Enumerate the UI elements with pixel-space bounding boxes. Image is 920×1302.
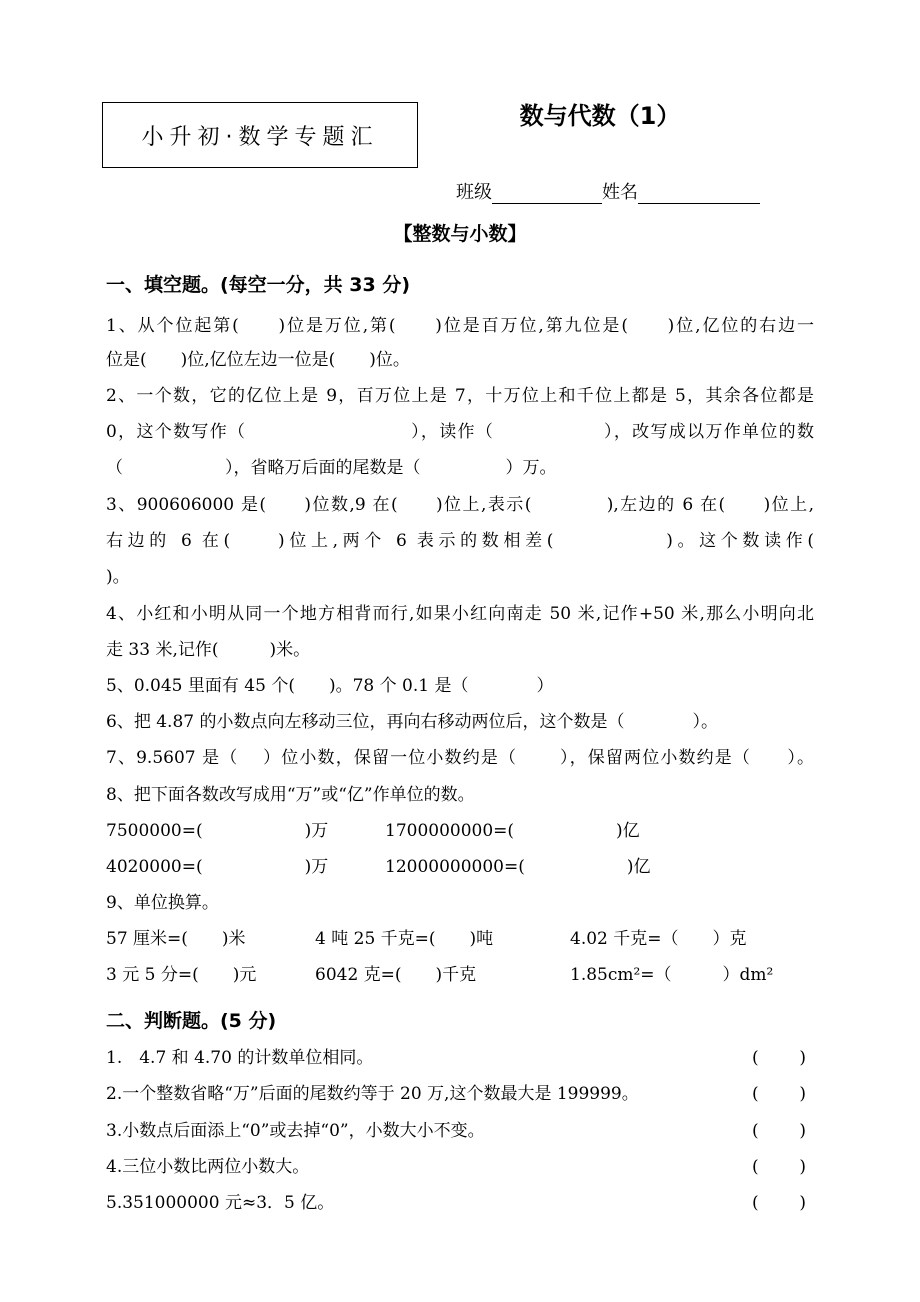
q8-item: 1700000000=( )亿 [385, 821, 640, 841]
page-title: 数与代数（1） [519, 102, 681, 130]
answer-parens[interactable]: ( ) [752, 1193, 806, 1213]
section2-heading: 二、判断题。(5 分) [106, 1010, 277, 1032]
q1-line2: 位是( )位,亿位左边一位是( )位。 [106, 350, 410, 370]
q4-line1: 4、小红和小明从同一个地方相背而行,如果小红向南走 50 米,记作+50 米,那么小明向北 [106, 604, 814, 624]
topic-heading: 【整数与小数】 [393, 223, 527, 245]
q8-item: 4020000=( )万 [106, 857, 329, 877]
judge-item: 3.小数点后面添上“0”或去掉“0”，小数大小不变。 [106, 1121, 485, 1141]
class-field[interactable] [492, 183, 602, 204]
q4-line2: 走 33 米,记作( )米。 [106, 640, 311, 660]
q5-line: 5、0.045 里面有 45 个( )。78 个 0.1 是（ ） [106, 676, 554, 696]
q6-line: 6、把 4.87 的小数点向左移动三位，再向右移动两位后，这个数是（ ）。 [106, 712, 718, 732]
q2-line3: （ ），省略万后面的尾数是（ ）万。 [106, 458, 557, 478]
q9-item: 3 元 5 分=( )元 [106, 965, 257, 985]
brand-box [102, 102, 418, 168]
answer-parens[interactable]: ( ) [752, 1084, 806, 1104]
answer-parens[interactable]: ( ) [752, 1157, 806, 1177]
judge-item: 2.一个整数省略“万”后面的尾数约等于 20 万,这个数最大是 199999。 [106, 1084, 639, 1104]
answer-parens[interactable]: ( ) [752, 1121, 806, 1141]
q9-line: 9、单位换算。 [106, 893, 219, 913]
student-info [456, 178, 760, 204]
q9-item: 6042 克=( )千克 [315, 965, 477, 985]
q8-item: 7500000=( )万 [106, 821, 329, 841]
judge-item: 1. 4.7 和 4.70 的计数单位相同。 [106, 1048, 374, 1068]
name-field[interactable] [638, 183, 760, 204]
section1-heading: 一、填空题。(每空一分，共 33 分) [106, 274, 411, 296]
q3-line3: )。 [106, 567, 130, 587]
q9-item: 4.02 千克=（ ）克 [570, 929, 747, 949]
class-label: 班级 [456, 182, 492, 203]
brand-text: 小升初·数学专题汇 [141, 124, 379, 150]
judge-item: 5.351000000 元≈3．5 亿。 [106, 1193, 335, 1213]
answer-parens[interactable]: ( ) [752, 1048, 806, 1068]
q2-line1: 2、一个数，它的亿位上是 9，百万位上是 7，十万位上和千位上都是 5，其余各位都是 [106, 386, 814, 406]
q8-item: 12000000000=( )亿 [385, 857, 651, 877]
q9-item: 57 厘米=( )米 [106, 929, 246, 949]
q9-item: 1.85cm²=（ ）dm² [570, 965, 774, 985]
name-label: 姓名 [602, 182, 638, 203]
q2-line2: 0，这个数写作（ ），读作（ ），改写成以万作单位的数 [106, 422, 814, 442]
q3-line1: 3、900606000 是( )位数,9 在( )位上,表示( ),左边的 6 在( )位上, [106, 495, 814, 515]
q8-line: 8、把下面各数改写成用“万”或“亿”作单位的数。 [106, 785, 475, 805]
q7-line: 7、9.5607 是（ ）位小数，保留一位小数约是（ ），保留两位小数约是（ ）。 [106, 748, 814, 768]
judge-item: 4.三位小数比两位小数大。 [106, 1157, 310, 1177]
q3-line2: 右边的 6 在( )位上,两个 6 表示的数相差( )。这个数读作( [106, 531, 814, 551]
q9-item: 4 吨 25 千克=( )吨 [315, 929, 494, 949]
q1-line1: 1、从个位起第( )位是万位,第( )位是百万位,第九位是( )位,亿位的右边一 [106, 316, 814, 336]
